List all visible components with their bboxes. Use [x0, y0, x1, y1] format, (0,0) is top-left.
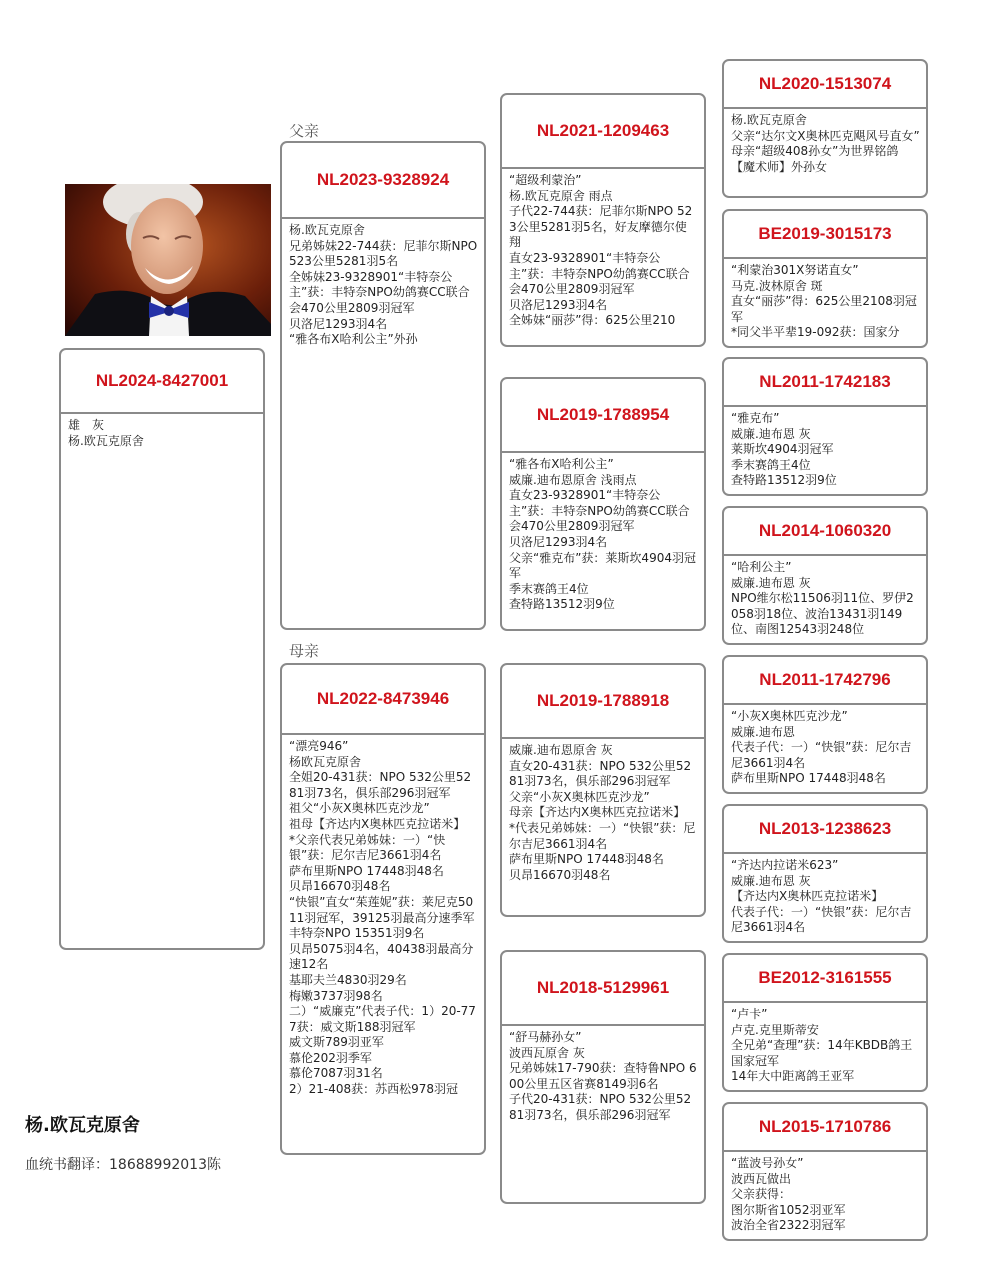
- subject-card: [59, 348, 265, 950]
- great-grandparent-card-7: [722, 953, 928, 1092]
- great-grandparent-card-2: [722, 209, 928, 348]
- great-grandparent-card-8: [722, 1102, 928, 1241]
- grandparent-card-2: [500, 377, 706, 631]
- dam-ring: NL2022-8473946: [282, 665, 484, 735]
- great-grandparent-card-4: [722, 506, 928, 645]
- grandparent-card-1: [500, 93, 706, 347]
- great-grandparent-ring: NL2020-1513074: [724, 61, 926, 109]
- great-grandparent-text: “齐达内拉诺米623” 威廉.迪布恩 灰 【齐达内X奥林匹克拉诺米】 代表子代：一）“快银”获：尼尔吉尼3661羽4名: [731, 858, 912, 935]
- dam-card: [280, 663, 486, 1155]
- great-grandparent-card-3: [722, 357, 928, 496]
- sire-ring: NL2023-9328924: [282, 143, 484, 219]
- great-grandparent-text: 杨.欧瓦克原舍 父亲“达尔文X奥林匹克飓风号直女” 母亲“超级408孙女”为世界铭鸽【魔术师】外孙女: [731, 113, 920, 174]
- grandparent-text: “雅各布X哈利公主” 威廉.迪布恩原舍 浅雨点 直女23-9328901“丰特奈公主”获：丰特奈NPO幼鸽赛CC联合会470公里2809羽冠军 贝洛尼1293羽4名 父亲“雅克布”获：莱斯坎4904羽冠军 季末赛鸽王4位 查特路13512羽9位: [509, 457, 696, 612]
- grandparent-text: 威廉.迪布恩原舍 灰 直女20-431获：NPO 532公里5281羽73名，俱乐部296羽冠军 父亲“小灰X奥林匹克沙龙” 母亲【齐达内X奥林匹克拉诺米】 *代表兄弟姊妹：一）“快银”获：尼尔吉尼3661羽4名 萨布里斯NPO 17448羽48名 贝昂16670羽48名: [509, 743, 696, 882]
- dam-text: “漂亮946” 杨欧瓦克原舍 全姐20-431获：NPO 532公里5281羽73名，俱乐部296羽冠军 祖父“小灰X奥林匹克沙龙” 祖母【齐达内X奥林匹克拉诺米】 *父亲代表兄弟姊妹：一）“快银”获：尼尔吉尼3661羽4名 萨布里斯NPO 17448羽48名 贝昂16670羽48名 “快银”直女“茱莲妮”获：莱尼克5011羽冠军，39125羽最高分速季军 丰特奈NPO 15351羽9名 贝昂5075羽4名，40438羽最高分速12名 基耶夫兰4830羽29名 梅嫩3737羽98名 二）“威廉克”代表子代：1）20-777获：威文斯188羽冠军 威文斯789羽亚军 慕伦202羽季军 慕伦7087羽31名 2）21-408获：苏西松978羽冠: [289, 739, 476, 1097]
- great-grandparent-text: “哈利公主” 威廉.迪布恩 灰 NPO维尔松11506羽11位、罗伊2058羽18位、波治13431羽149位、南图12543羽248位: [731, 560, 914, 637]
- great-grandparent-card-5: [722, 655, 928, 794]
- sire-label: 父亲: [289, 122, 320, 140]
- great-grandparent-ring: NL2013-1238623: [724, 806, 926, 854]
- subject-text: 雄 灰 杨.欧瓦克原舍: [68, 418, 144, 448]
- great-grandparent-ring: BE2019-3015173: [724, 211, 926, 259]
- great-grandparent-ring: NL2011-1742796: [724, 657, 926, 705]
- great-grandparent-card-1: [722, 59, 928, 198]
- great-grandparent-card-6: [722, 804, 928, 943]
- great-grandparent-ring: BE2012-3161555: [724, 955, 926, 1003]
- great-grandparent-text: “蓝波号孙女” 波西瓦做出 父亲获得： 图尔斯省1052羽亚军 波治全省2322羽冠军: [731, 1156, 846, 1233]
- great-grandparent-ring: NL2011-1742183: [724, 359, 926, 407]
- grandparent-ring: NL2018-5129961: [502, 952, 704, 1026]
- grandparent-ring: NL2019-1788954: [502, 379, 704, 453]
- grandparent-ring: NL2019-1788918: [502, 665, 704, 739]
- grandparent-card-4: [500, 950, 706, 1204]
- owner-name: 杨.欧瓦克原舍: [25, 1115, 140, 1136]
- great-grandparent-ring: NL2014-1060320: [724, 508, 926, 556]
- grandparent-text: “超级利蒙治” 杨.欧瓦克原舍 雨点 子代22-744获：尼菲尔斯NPO 523公里5281羽5名，好友摩德尔使翔 直女23-9328901“丰特奈公主”获：丰特奈NPO幼鸽赛CC联合会470公里2809羽冠军 贝洛尼1293羽4名 全姊妹“丽莎”得：625公里210: [509, 173, 693, 328]
- dam-label: 母亲: [289, 642, 320, 660]
- grandparent-ring: NL2021-1209463: [502, 95, 704, 169]
- owner-photo: [65, 184, 271, 336]
- great-grandparent-text: “卢卡” 卢克.克里斯蒂安 全兄弟“查理”获：14年KBDB鸽王国家冠军 14年大中距离鸽王亚军: [731, 1007, 913, 1084]
- grandparent-text: “舒马赫孙女” 波西瓦原舍 灰 兄弟姊妹17-790获：查特鲁NPO 600公里五区省赛8149羽6名 子代20-431获：NPO 532公里5281羽73名，俱乐部296羽冠军: [509, 1030, 697, 1122]
- great-grandparent-text: “小灰X奥林匹克沙龙” 威廉.迪布恩 代表子代：一）“快银”获：尼尔吉尼3661羽4名 萨布里斯NPO 17448羽48名: [731, 709, 912, 786]
- great-grandparent-ring: NL2015-1710786: [724, 1104, 926, 1152]
- sire-card: [280, 141, 486, 630]
- translator-contact: 血统书翻译：18688992013陈: [25, 1157, 221, 1173]
- subject-ring: NL2024-8427001: [61, 350, 263, 414]
- grandparent-card-3: [500, 663, 706, 917]
- great-grandparent-text: “雅克布” 威廉.迪布恩 灰 莱斯坎4904羽冠军 季末赛鸽王4位 查特路13512羽9位: [731, 411, 837, 488]
- sire-text: 杨.欧瓦克原舍 兄弟姊妹22-744获：尼菲尔斯NPO 523公里5281羽5名 全姊妹23-9328901“丰特奈公主”获：丰特奈NPO幼鸽赛CC联合会470公里2809羽冠军 贝洛尼1293羽4名 “雅各布X哈利公主”外孙: [289, 223, 478, 347]
- great-grandparent-text: “利蒙治301X努诺直女” 马克.波林原舍 斑 直女“丽莎”得：625公里2108羽冠军 *同父半平辈19-092获：国家分: [731, 263, 917, 340]
